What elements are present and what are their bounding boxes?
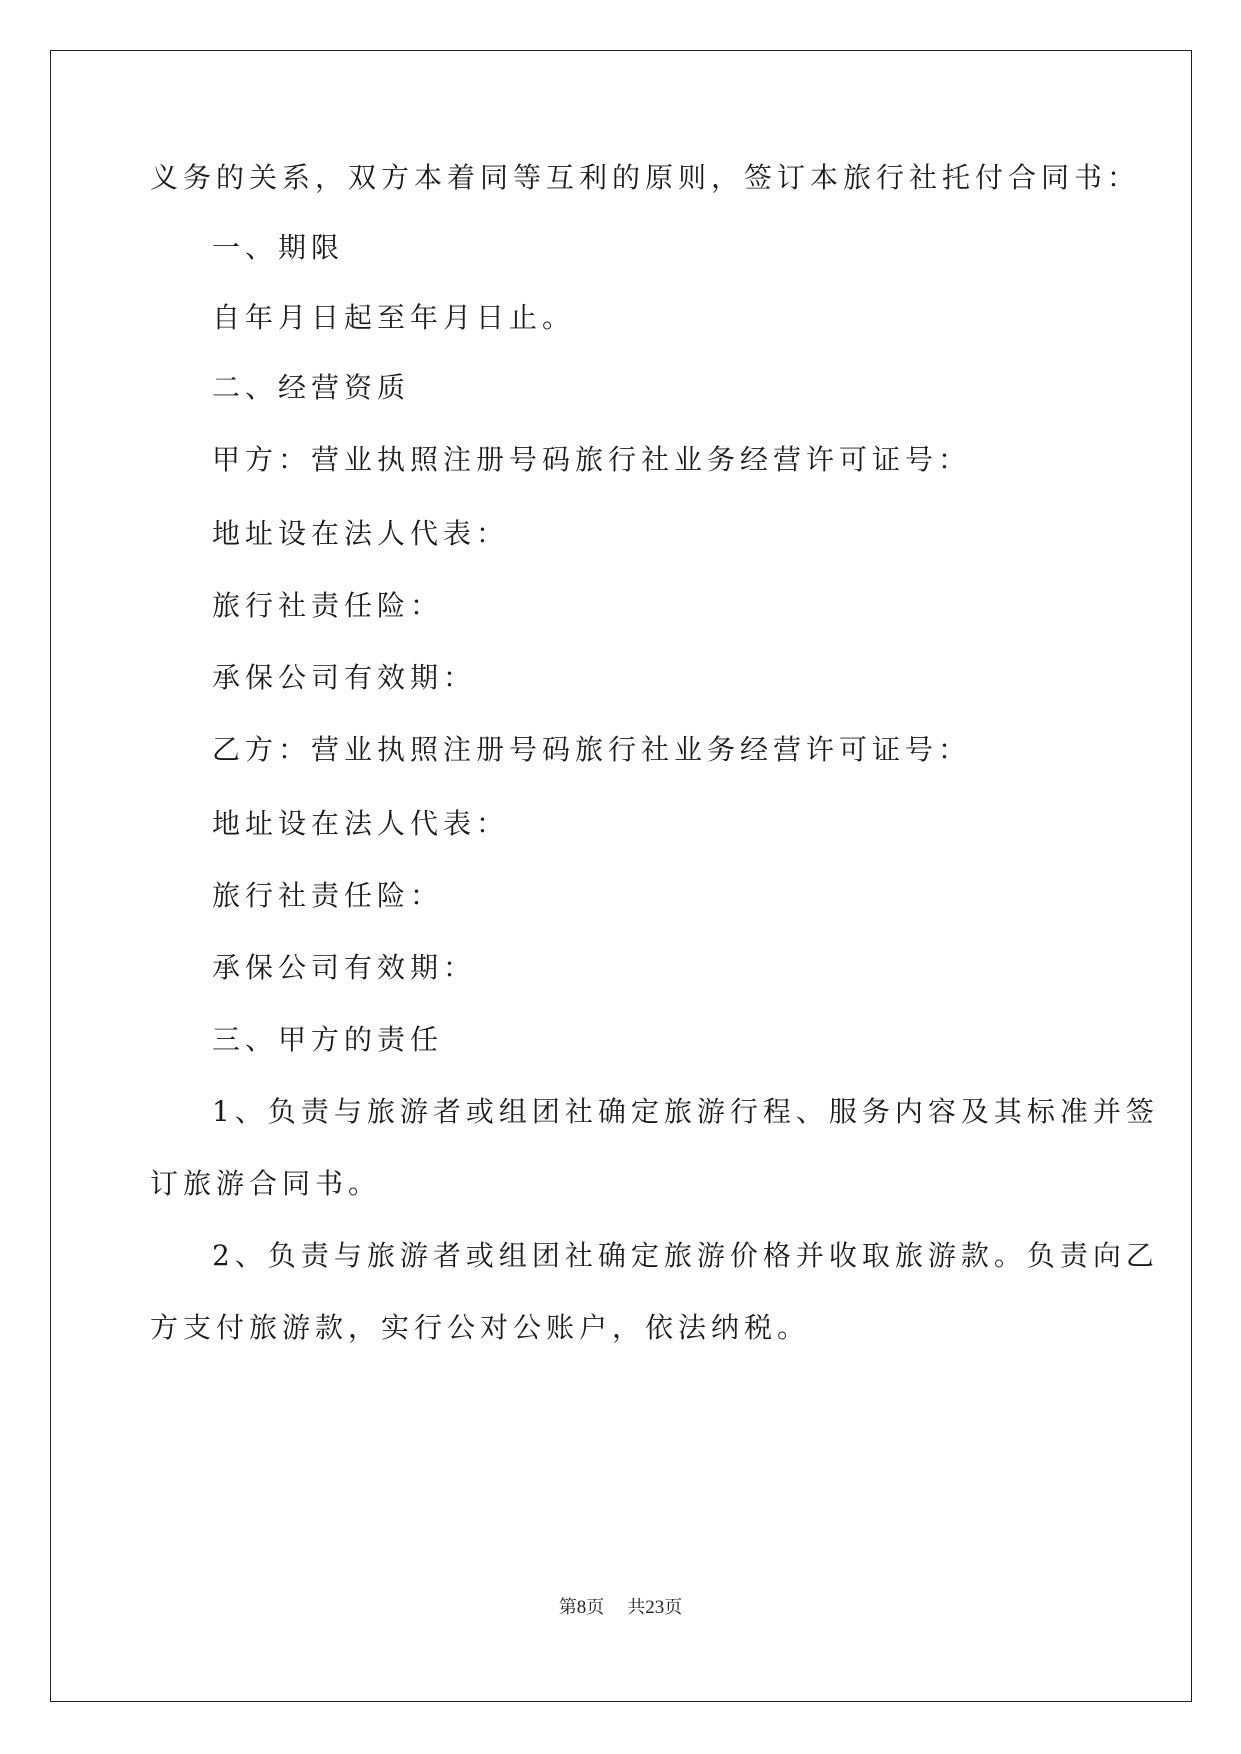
party-a-license-line: 甲方：营业执照注册号码旅行社业务经营许可证号： — [212, 443, 972, 476]
page-unit: 页 — [586, 1597, 605, 1618]
page-footer — [0, 1596, 1241, 1620]
party-a-address-line: 地址设在法人代表： — [212, 517, 510, 550]
total-pages: 23 — [645, 1597, 665, 1618]
page-prefix: 第 — [558, 1597, 577, 1618]
duty-1-line-2: 订旅游合同书。 — [150, 1167, 382, 1200]
paragraph-line-1: 义务的关系，双方本着同等互利的原则，签订本旅行社托付合同书： — [150, 161, 1141, 194]
party-a-insurance-line: 旅行社责任险： — [212, 589, 444, 622]
party-b-address-line: 地址设在法人代表： — [212, 807, 510, 840]
duty-1-line-1: 1、负责与旅游者或组团社确定旅游行程、服务内容及其标准并签 — [212, 1095, 1159, 1128]
party-b-insurer-line: 承保公司有效期： — [212, 951, 477, 984]
duty-2-line-1: 2、负责与旅游者或组团社确定旅游价格并收取旅游款。负责向乙 — [212, 1239, 1159, 1272]
party-a-insurer-line: 承保公司有效期： — [212, 661, 477, 694]
section-heading-party-a-duties: 三、甲方的责任 — [212, 1023, 444, 1056]
total-prefix: 共 — [627, 1597, 646, 1618]
paragraph-term-dates: 自年月日起至年月日止。 — [212, 301, 576, 334]
party-b-license-line: 乙方：营业执照注册号码旅行社业务经营许可证号： — [212, 733, 972, 766]
duty-2-line-2: 方支付旅游款，实行公对公账户，依法纳税。 — [150, 1311, 811, 1344]
section-heading-term: 一、期限 — [212, 231, 345, 264]
section-heading-qualification: 二、经营资质 — [212, 371, 411, 404]
party-b-insurance-line: 旅行社责任险： — [212, 879, 444, 912]
page-number: 8 — [576, 1597, 587, 1618]
total-unit: 页 — [664, 1597, 683, 1618]
